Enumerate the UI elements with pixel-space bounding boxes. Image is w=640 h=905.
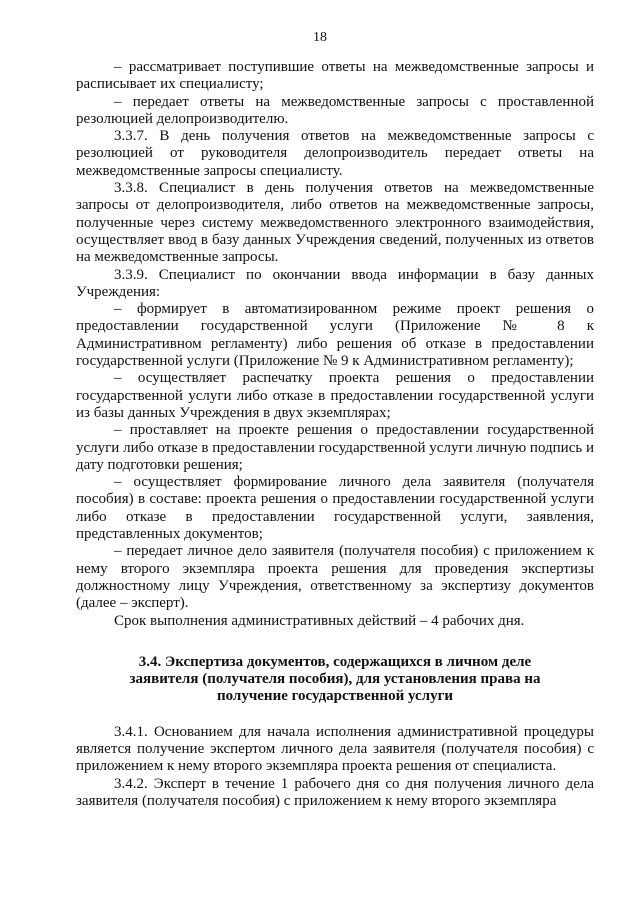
paragraph-forward-responses: – передает ответы на межведомственные запросы с проставленной резолюцией делопроизводителю. bbox=[76, 93, 594, 127]
paragraph-print-draft: – осуществляет распечатку проекта решения о предоставлении государственной услуги либо отказе в предоставлении государственной услуги из базы данных Учреждения в двух экземплярах; bbox=[76, 370, 594, 421]
paragraph-3-3-9: 3.3.9. Специалист по окончании ввода информации в базу данных Учреждения: bbox=[76, 266, 594, 300]
page-body bbox=[76, 59, 594, 810]
page-number: 18 bbox=[313, 30, 327, 45]
paragraph-deadline: Срок выполнения административных действий – 4 рабочих дня. bbox=[114, 612, 525, 629]
paragraph-sign-draft: – проставляет на проекте решения о предоставлении государственной услуги либо отказе в предоставлении государственной услуги личную подпись и дату подготовки решения; bbox=[76, 422, 594, 473]
paragraph-form-personal-file: – осуществляет формирование личного дела заявителя (получателя пособия) в составе: проекта решения о предоставлении государственной услуги либо отказе в предоставлении государственной услуги, заявления, представленных документов; bbox=[76, 474, 594, 543]
section-heading-3-4: 3.4. Экспертиза документов, содержащихся в личном деле заявителя (получателя пособия), для установления права на получение государственной услуги bbox=[129, 653, 541, 705]
paragraph-3-4-2: 3.4.2. Эксперт в течение 1 рабочего дня со дня получения личного дела заявителя (получателя пособия) с приложением к нему второго экземпляра bbox=[76, 775, 594, 809]
paragraph-3-3-8: 3.3.8. Специалист в день получения ответов на межведомственные запросы от делопроизводителя, либо ответов на межведомственные запросы, полученные через систему межведомственного электронного взаимодействия, осуществляет ввод в базу данных Учреждения сведений, полученных из ответов на межведомственные запросы. bbox=[76, 180, 594, 266]
paragraph-form-draft-decision: – формирует в автоматизированном режиме проект решения о предоставлении государственной услуги (Приложение № 8 к Административном регламенту) либо решения об отказе в предоставлении государственной услуги (Приложение № 9 к Административном регламенту); bbox=[76, 301, 594, 370]
paragraph-3-3-7: 3.3.7. В день получения ответов на межведомственные запросы с резолюцией от руководителя делопроизводитель передает ответы на межведомственные запросы специалисту. bbox=[76, 128, 594, 179]
paragraph-3-4-1: 3.4.1. Основанием для начала исполнения административной процедуры является получение экспертом личного дела заявителя (получателя пособия) с приложением к нему второго экземпляра проекта решения от специалиста. bbox=[76, 723, 594, 775]
paragraph-transfer-to-expert: – передает личное дело заявителя (получателя пособия) с приложением к нему второго экземпляра проекта решения для проведения экспертизы должностному лицу Учреждения, ответственному за экспертизу документов (далее – эксперт). bbox=[76, 543, 594, 612]
paragraph-review-responses: – рассматривает поступившие ответы на межведомственные запросы и расписывает их специалисту; bbox=[76, 59, 594, 93]
